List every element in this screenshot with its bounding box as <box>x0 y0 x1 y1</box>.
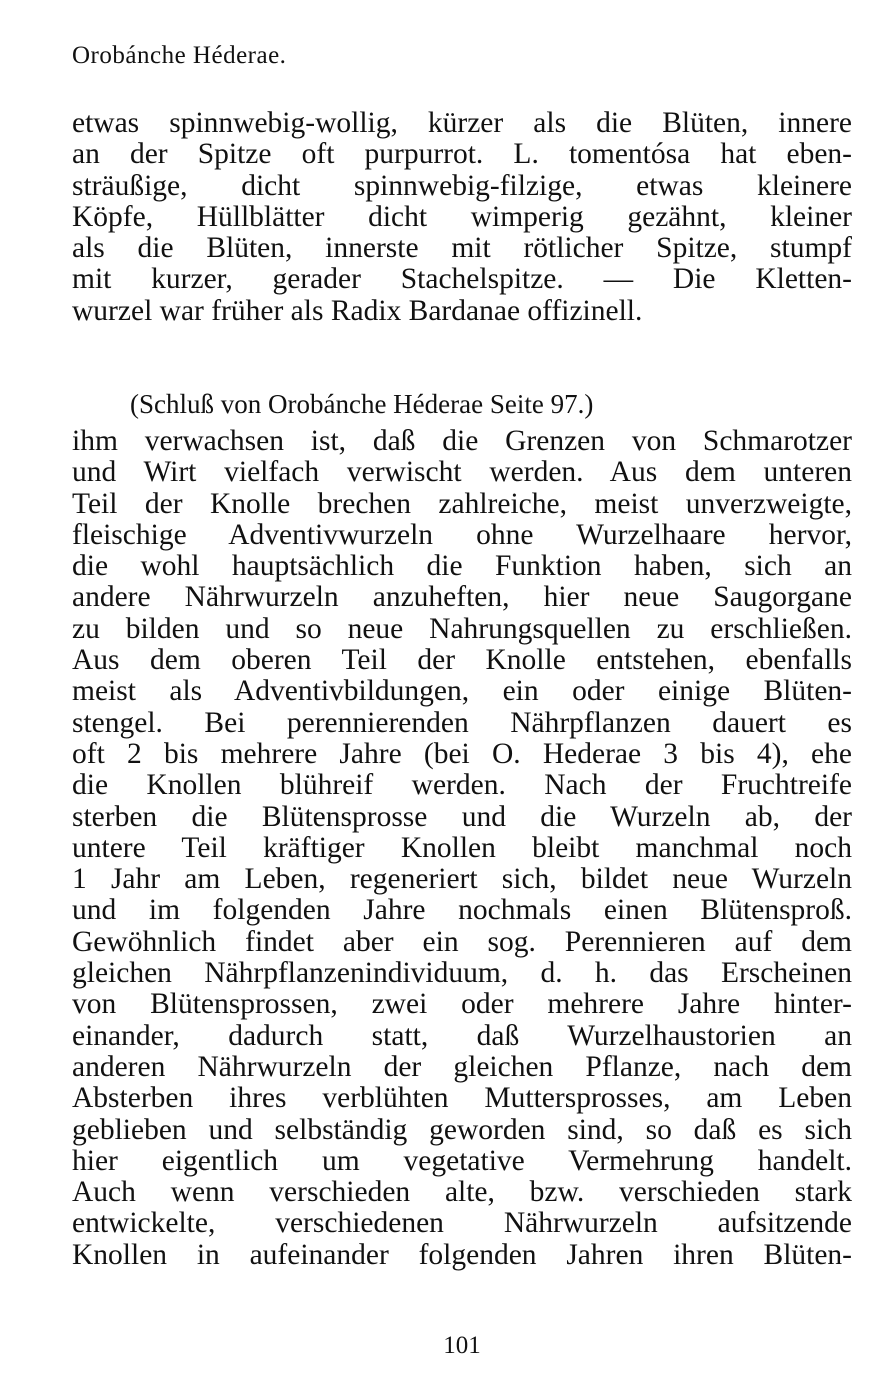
text-line: Teil der Knolle brechen zahlreiche, meist unverzweigte, <box>72 487 852 520</box>
text-line: sterben die Blütensprosse und die Wurzeln ab, der <box>72 800 852 833</box>
text-line: Auch wenn verschieden alte, bzw. verschieden stark <box>72 1176 852 1209</box>
text-line: untere Teil kräftiger Knollen bleibt manchmal noch <box>72 831 852 864</box>
text-line: an der Spitze oft purpurrot. L. tomentósa hat eben- <box>72 138 852 171</box>
text-line: mit kurzer, gerader Stachelspitze. — Die Kletten- <box>72 263 852 296</box>
book-page <box>72 0 852 1400</box>
text-line: oft 2 bis mehrere Jahre (bei O. Hederae 3 bis 4), ehe <box>72 737 852 770</box>
text-line: gleichen Nährpflanzenindividuum, d. h. das Erscheinen <box>72 957 852 990</box>
text-line: zu bilden und so neue Nahrungsquellen zu erschließen. <box>72 612 852 645</box>
text-line: stengel. Bei perennierenden Nährpflanzen dauert es <box>72 706 852 739</box>
text-line: Köpfe, Hüllblätter dicht wimperig gezähnt, kleiner <box>72 200 852 233</box>
paragraph-arctium-description <box>72 108 852 327</box>
running-title: Orobánche Héderae. <box>72 42 287 69</box>
text-line: ihm verwachsen ist, daß die Grenzen von Schmarotzer <box>72 425 852 457</box>
text-line: und Wirt vielfach verwischt werden. Aus dem unteren <box>72 456 852 489</box>
paragraph-orobanche-continuation <box>72 426 852 1271</box>
text-line: Absterben ihres verblühten Muttersprosses, am Leben <box>72 1082 852 1115</box>
text-line: und im folgenden Jahre nochmals einen Blütensproß. <box>72 894 852 927</box>
text-line: etwas spinnwebig-wollig, kürzer als die Blüten, innere <box>72 107 852 139</box>
text-line: anderen Nährwurzeln der gleichen Pflanze, nach dem <box>72 1050 852 1083</box>
text-line: Gewöhnlich findet aber ein sog. Perennieren auf dem <box>72 925 852 958</box>
text-line: von Blütensprossen, zwei oder mehrere Jahre hinter- <box>72 988 852 1021</box>
text-line: fleischige Adventivwurzeln ohne Wurzelhaare hervor, <box>72 518 852 551</box>
text-line: Aus dem oberen Teil der Knolle entstehen, ebenfalls <box>72 644 852 677</box>
continuation-note: (Schluß von Orobánche Héderae Seite 97.) <box>130 389 594 419</box>
text-line: die wohl hauptsächlich die Funktion haben, sich an <box>72 550 852 583</box>
text-line: andere Nährwurzeln anzuheften, hier neue Saugorgane <box>72 581 852 614</box>
page-number: 101 <box>443 1332 481 1359</box>
text-line: die Knollen blühreif werden. Nach der Fruchtreife <box>72 769 852 802</box>
text-line: entwickelte, verschiedenen Nährwurzeln aufsitzende <box>72 1207 852 1240</box>
text-line: geblieben und selbständig geworden sind, so daß es sich <box>72 1113 852 1146</box>
text-line: als die Blüten, innerste mit rötlicher Spitze, stumpf <box>72 232 852 265</box>
text-line: einander, dadurch statt, daß Wurzelhaustorien an <box>72 1019 852 1052</box>
text-line: Knollen in aufeinander folgenden Jahren ihren Blüten- <box>72 1238 852 1271</box>
text-line: meist als Adventivbildungen, ein oder einige Blüten- <box>72 675 852 708</box>
text-line: 1 Jahr am Leben, regeneriert sich, bildet neue Wurzeln <box>72 863 852 896</box>
text-line: wurzel war früher als Radix Bardanae offizinell. <box>72 294 643 327</box>
text-line: hier eigentlich um vegetative Vermehrung handelt. <box>72 1144 852 1177</box>
text-line: sträußige, dicht spinnwebig-filzige, etwas kleinere <box>72 169 852 202</box>
